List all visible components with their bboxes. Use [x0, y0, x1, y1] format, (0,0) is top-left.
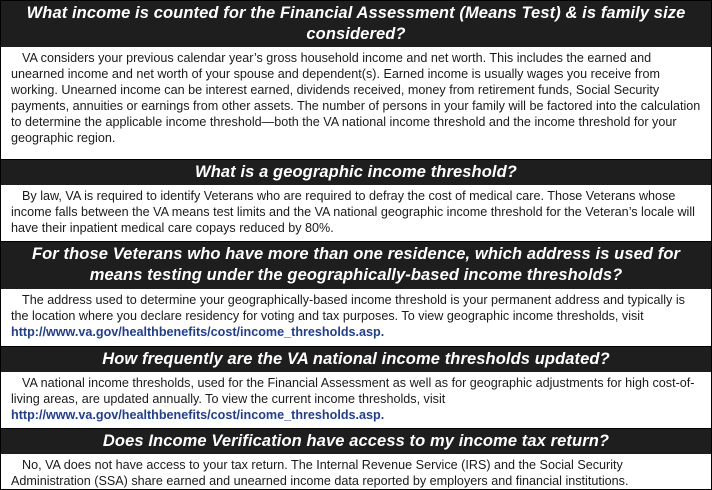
faq-answer: [1, 454, 711, 489]
faq-answer-text: The address used to determine your geographically-based income threshold is your permanent address and typically is the location where you declare residency for voting and tax purposes. To view geographic income thresholds, visit: [11, 293, 685, 323]
income-thresholds-link[interactable]: http://www.va.gov/healthbenefits/cost/income_thresholds.asp.: [11, 325, 385, 339]
faq-question: What is a geographic income threshold?: [1, 160, 711, 185]
faq-answer: [1, 372, 711, 429]
faq-section-income-counted: [1, 1, 711, 160]
faq-answer: [1, 47, 711, 160]
faq-answer-text: No, VA does not have access to your tax return. The Internal Revenue Service (IRS) and the Social Security Administration (SSA) share earned and unearned income data reported by employers and financial institutions.: [11, 458, 629, 488]
faq-section-geographic-threshold: [1, 160, 711, 242]
faq-section-tax-return-access: [1, 429, 711, 489]
faq-answer: [1, 185, 711, 242]
faq-question: Does Income Verification have access to my income tax return?: [1, 429, 711, 454]
faq-question: For those Veterans who have more than one residence, which address is used for means testing under the geographically-based income thresholds?: [1, 242, 711, 289]
faq-question: How frequently are the VA national income thresholds updated?: [1, 347, 711, 372]
faq-section-threshold-updates: [1, 347, 711, 429]
faq-question: What income is counted for the Financial Assessment (Means Test) & is family size considered?: [1, 1, 711, 47]
faq-answer-text: VA national income thresholds, used for the Financial Assessment as well as for geographic adjustments for high cost-of-living areas, are updated annually. To view the current income thresholds, visit: [11, 376, 695, 406]
faq-section-multiple-residences: [1, 242, 711, 347]
faq-answer-text: By law, VA is required to identify Veterans who are required to defray the cost of medical care. Those Veterans whose income falls between the VA means test limits and the VA national geographic income threshold for the Veteran’s locale will have their inpatient medical care copays reduced by 80%.: [11, 189, 695, 235]
faq-answer-text: VA considers your previous calendar year’s gross household income and net worth. This includes the earned and unearned income and net worth of your spouse and dependent(s). Earned income is usually wages you receive from working. Unearned income can be interest earned, dividends received, money from retirement funds, Social Security payments, annuities or earnings from other assets. The number of persons in your family will be factored into the calculation to determine the applicable income threshold—both the VA national income threshold and the income threshold for your geographic region.: [11, 51, 701, 145]
faq-answer: [1, 289, 711, 347]
income-thresholds-link[interactable]: http://www.va.gov/healthbenefits/cost/income_thresholds.asp.: [11, 408, 385, 422]
